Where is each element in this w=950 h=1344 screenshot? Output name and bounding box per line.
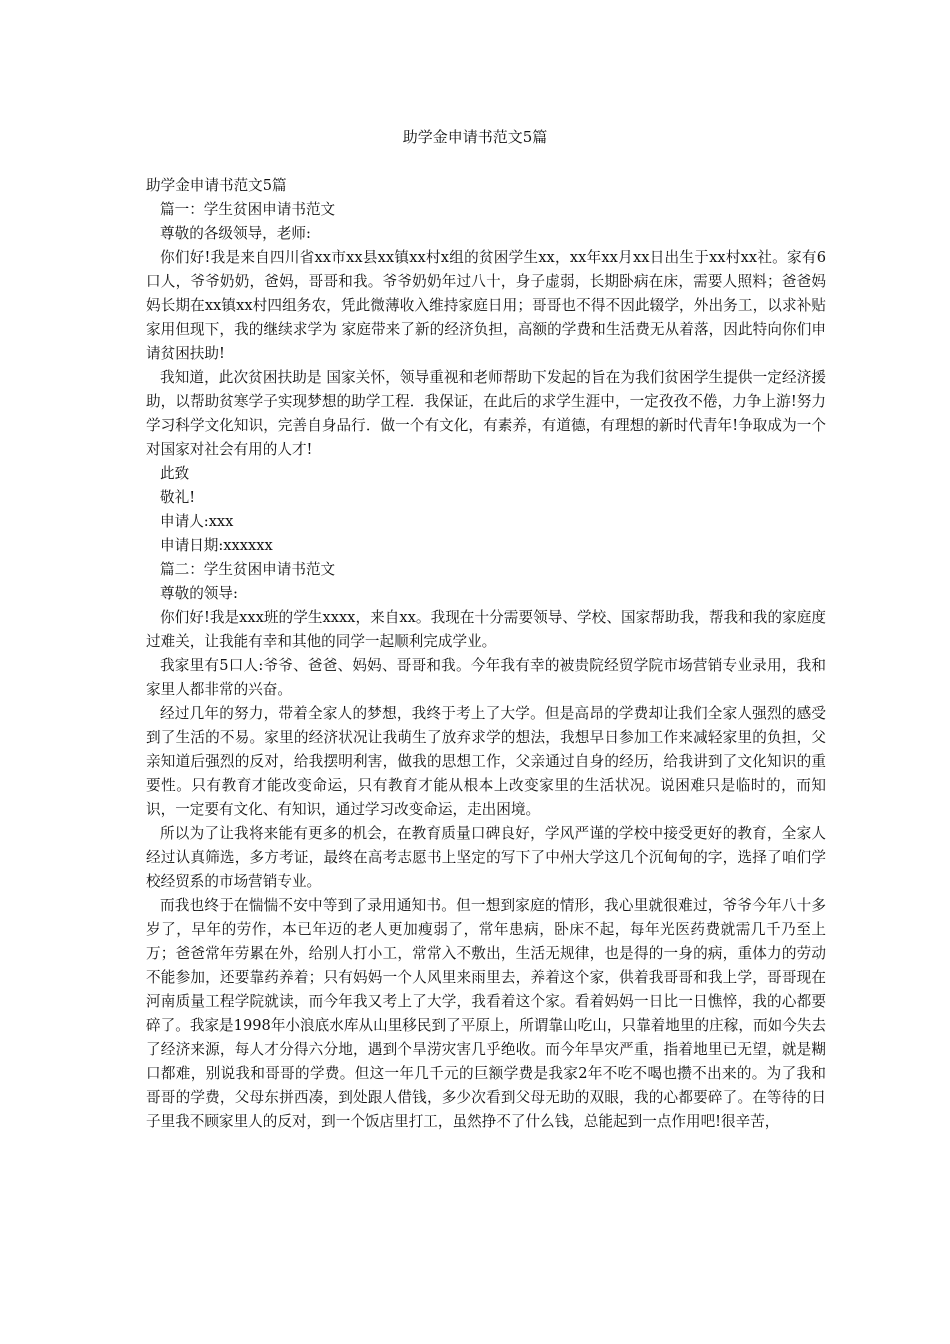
document-title: 助学金申请书范文5篇 <box>402 128 548 146</box>
paragraph: 篇二：学生贫困申请书范文 <box>160 561 336 578</box>
paragraph: 你们好!我是来自四川省xx市xx县xx镇xx村x组的贫困学生xx，xx年xx月xx日出生于xx村xx社。家有6口人，爷爷奶奶，爸妈，哥哥和我。爷爷奶奶年过八十，身子虚弱，长期卧病在床，需要人照料；爸爸妈妈长期在xx镇xx村四组务农，凭此微薄收入维持家庭日用；哥哥也不得不因此辍学，外出务工，以求补贴家用但现下，我的继续求学为 家庭带来了新的经济负担，高额的学费和生活费无从着落，因此特向你们申请贫困扶助! <box>146 249 826 362</box>
paragraph: 你们好!我是xxx班的学生xxxx，来自xx。我现在十分需要领导、学校、国家帮助我，帮我和我的家庭度过难关，让我能有幸和其他的同学一起顺利完成学业。 <box>146 609 826 650</box>
paragraph: 尊敬的各级领导，老师: <box>160 225 311 242</box>
paragraph: 此致 <box>160 465 190 482</box>
paragraph: 敬礼! <box>160 489 196 506</box>
paragraph: 所以为了让我将来能有更多的机会，在教育质量口碑良好，学风严谨的学校中接受更好的教育，全家人经过认真筛选，多方考证，最终在高考志愿书上坚定的写下了中州大学这几个沉甸甸的字，选择了咱们学校经贸系的市场营销专业。 <box>146 825 826 890</box>
paragraph: 篇一：学生贫困申请书范文 <box>160 201 336 218</box>
paragraph: 而我也终于在惴惴不安中等到了录用通知书。但一想到家庭的情形，我心里就很难过，爷爷今年八十多岁了，早年的劳作，本已年迈的老人更加瘦弱了，常年患病，卧床不起，每年光医药费就需几千乃至上万；爸爸常年劳累在外，给别人打小工，常常入不敷出，生活无规律，也是得的一身的病，重体力的劳动不能参加，还要靠药养着；只有妈妈一个人风里来雨里去，养着这个家，供着我哥哥和我上学，哥哥现在河南质量工程学院就读，而今年我又考上了大学，我看着这个家。看着妈妈一日比一日憔悴，我的心都要碎了。我家是1998年小浪底水库从山里移民到了平原上，所谓靠山吃山，只靠着地里的庄稼，而如今失去了经济来源，每人才分得六分地，遇到个旱涝灾害几乎绝收。而今年旱灾严重，指着地里已无望，就是糊口都难，别说我和哥哥的学费。但这一年几千元的巨额学费是我家2年不吃不喝也攒不出来的。为了我和哥哥的学费，父母东拼西凑，到处跟人借钱，多少次看到父母无助的双眼，我的心都要碎了。在等待的日子里我不顾家里人的反对，到一个饭店里打工，虽然挣不了什么钱，总能起到一点作用吧!很辛苦， <box>146 897 826 1130</box>
document-body <box>146 174 826 1134</box>
paragraph: 我知道，此次贫困扶助是 国家关怀，领导重视和老师帮助下发起的旨在为我们贫困学生提供一定经济援助，以帮助贫寒学子实现梦想的助学工程．我保证，在此后的求学生涯中，一定孜孜不倦，力争上游!努力学习科学文化知识，完善自身品行．做一个有文化，有素养，有道德，有理想的新时代青年!争取成为一个对国家对社会有用的人才! <box>146 369 826 458</box>
paragraph: 申请日期:xxxxxx <box>160 537 273 554</box>
paragraph: 我家里有5口人:爷爷、爸爸、妈妈、哥哥和我。今年我有幸的被贵院经贸学院市场营销专业录用，我和家里人都非常的兴奋。 <box>146 657 826 698</box>
paragraph: 经过几年的努力，带着全家人的梦想，我终于考上了大学。但是高昂的学费却让我们全家人强烈的感受到了生活的不易。家里的经济状况让我萌生了放弃求学的想法，我想早日参加工作来减轻家里的负担，父亲知道后强烈的反对，给我摆明利害，做我的思想工作，父亲通过自身的经历，给我讲到了文化知识的重要性。只有教育才能改变命运，只有教育才能从根本上改变家里的生活状况。说困难只是临时的，而知识，一定要有文化、有知识，通过学习改变命运，走出困境。 <box>146 705 826 818</box>
paragraph: 助学金申请书范文5篇 <box>146 177 287 194</box>
paragraph: 尊敬的领导: <box>160 585 238 602</box>
paragraph: 申请人:xxx <box>160 513 234 530</box>
